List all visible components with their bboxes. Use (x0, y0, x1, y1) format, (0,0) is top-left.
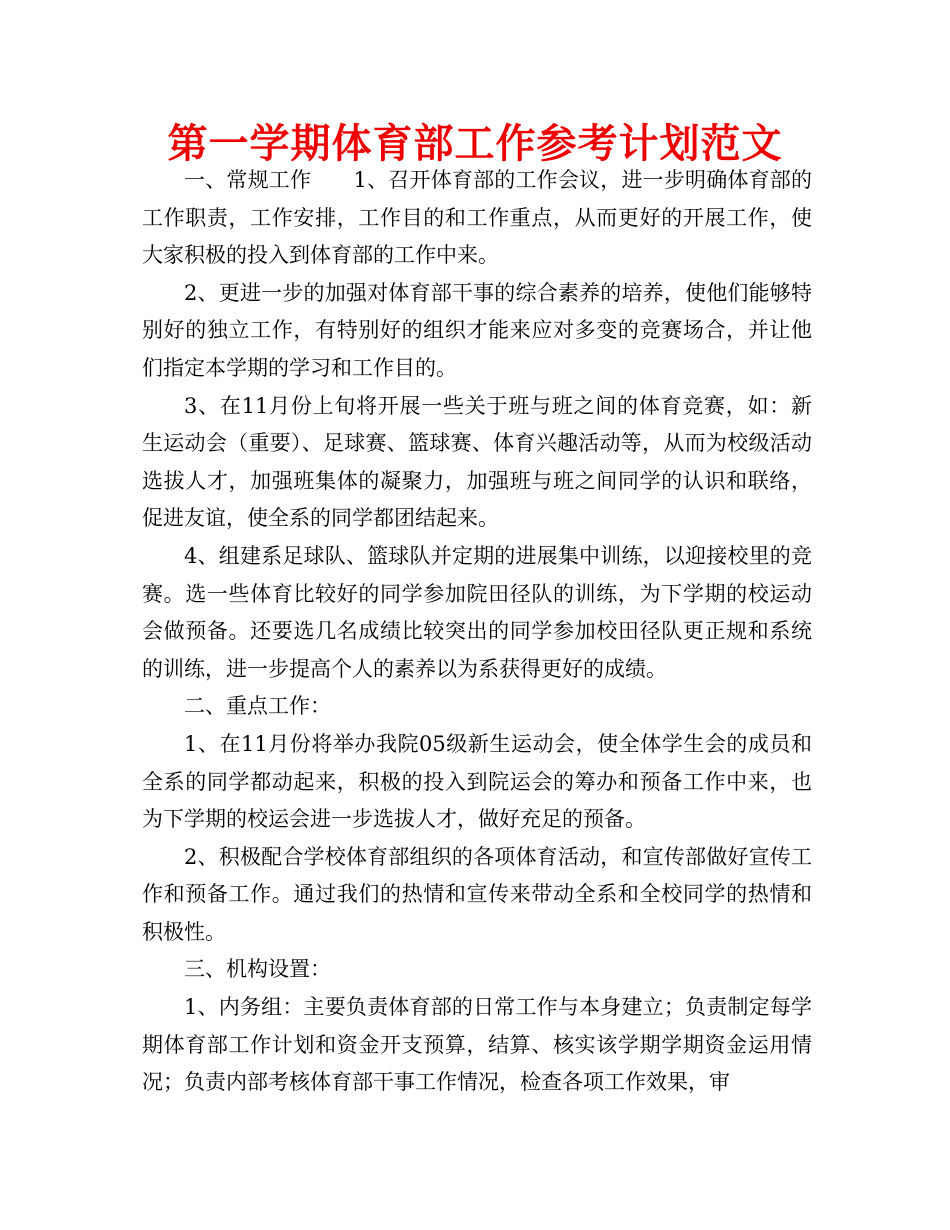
paragraph-1: 一、常规工作 1、召开体育部的工作会议，进一步明确体育部的工作职责，工作安排，工作目的和工作重点，从而更好的开展工作，使大家积极的投入到体育部的工作中来。 (142, 168, 812, 268)
paragraph-3: 3、在11月份上旬将开展一些关于班与班之间的体育竞赛，如：新生运动会（重要）、足球赛、篮球赛、体育兴趣活动等，从而为校级活动选拔人才，加强班集体的凝聚力，加强班与班之间同学的认识和联络，促进友谊，使全系的同学都团结起来。 (142, 393, 812, 531)
document-title: 第一学期体育部工作参考计划范文 (167, 121, 783, 167)
paragraph-6: 2、积极配合学校体育部组织的各项体育活动，和宣传部做好宣传工作和预备工作。通过我们的热情和宣传来带动全系和全校同学的热情和积极性。 (142, 844, 812, 944)
paragraph-7: 1、内务组：主要负责体育部的日常工作与本身建立；负责制定每学期体育部工作计划和资金开支预算，结算、核实该学期学期资金运用情况；负责内部考核体育部干事工作情况，检查各项工作效果，审 (142, 995, 812, 1095)
paragraph-4: 4、组建系足球队、篮球队并定期的进展集中训练，以迎接校里的竞赛。选一些体育比较好的同学参加院田径队的训练，为下学期的校运动会做预备。还要选几名成绩比较突出的同学参加校田径队更正规和系统的训练，进一步提高个人的素养以为系获得更好的成绩。 (142, 543, 812, 681)
paragraph-5: 1、在11月份将举办我院05级新生运动会，使全体学生会的成员和全系的同学都动起来，积极的投入到院运会的筹办和预备工作中来，也为下学期的校运会进一步选拔人才，做好充足的预备。 (142, 731, 812, 832)
document-body (142, 162, 812, 1102)
paragraph-2: 2、更进一步的加强对体育部干事的综合素养的培养，使他们能够特别好的独立工作，有特别好的组织才能来应对多变的竞赛场合，并让他们指定本学期的学习和工作目的。 (142, 280, 812, 380)
section-heading-3: 三、机构设置： (184, 957, 331, 982)
section-heading-2: 二、重点工作： (184, 694, 331, 719)
